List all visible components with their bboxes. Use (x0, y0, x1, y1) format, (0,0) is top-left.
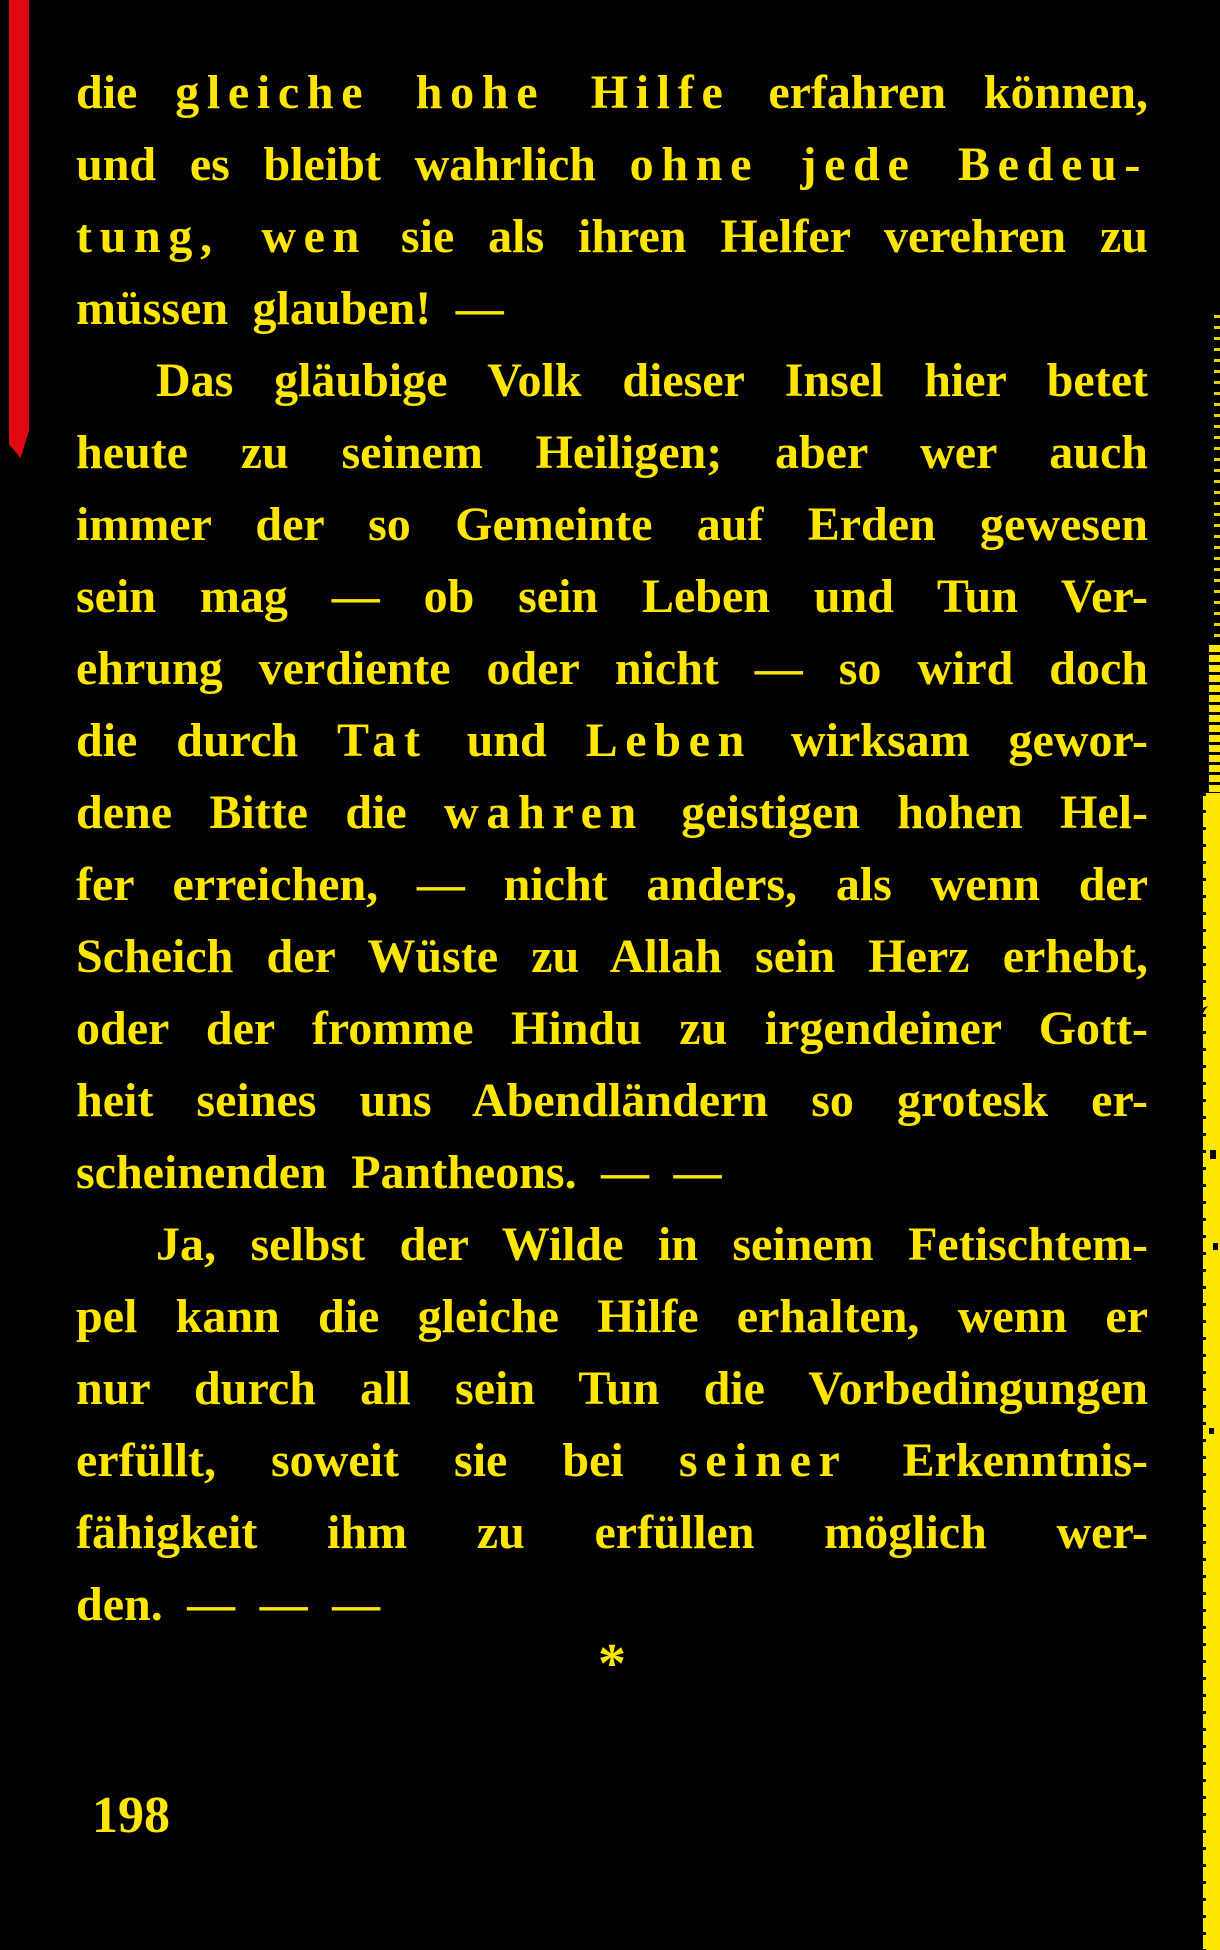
text-segment: die (76, 66, 176, 119)
text-segment: heute zu seinem Heiligen; aber wer auch (76, 426, 1148, 479)
scan-edge-artifact-sparse (1214, 315, 1220, 645)
text-segment: immer der so Gemeinte auf Erden gewesen (76, 498, 1148, 551)
text-segment: sie als ihren Helfer verehren zu (367, 210, 1148, 263)
text-line (76, 705, 1148, 777)
scan-speck (1210, 1150, 1216, 1159)
text-segment: müssen glauben! — (76, 282, 504, 335)
scan-speck (1213, 1243, 1218, 1250)
emphasized-text-segment: Tat (337, 714, 428, 767)
text-line (76, 633, 1148, 705)
text-segment: den. — — — (76, 1578, 381, 1631)
text-segment: scheinenden Pantheons. — — (76, 1146, 722, 1199)
text-segment: Das gläubige Volk dieser Insel hier betet (156, 354, 1148, 407)
emphasized-text-segment: gleiche hohe Hilfe (175, 66, 731, 119)
text-segment: und es bleibt wahrlich (76, 138, 630, 191)
text-segment: sein mag — ob sein Leben und Tun Ver- (76, 570, 1148, 623)
text-line (76, 201, 1148, 273)
text-line (76, 1281, 1148, 1353)
text-segment: Erkenntnis- (847, 1434, 1148, 1487)
emphasized-text-segment: ohne jede Bedeu- (629, 138, 1148, 191)
text-segment: Scheich der Wüste zu Allah sein Herz erhebt, (76, 930, 1148, 983)
text-segment: dene Bitte die (76, 786, 445, 839)
text-segment: fähigkeit ihm zu erfüllen möglich wer- (76, 1506, 1148, 1559)
text-line (76, 489, 1148, 561)
text-line (76, 1425, 1148, 1497)
text-segment: heit seines uns Abendländern so grotesk er- (76, 1074, 1148, 1127)
text-line (76, 561, 1148, 633)
text-segment: nur durch all sein Tun die Vorbedingungen (76, 1362, 1148, 1415)
text-line (76, 417, 1148, 489)
text-line (76, 1353, 1148, 1425)
text-line (76, 129, 1148, 201)
emphasized-text-segment: tung, wen (76, 210, 368, 263)
page-number: 198 (92, 1787, 170, 1844)
text-line (76, 777, 1148, 849)
section-divider (76, 1628, 1148, 1700)
emphasized-text-segment: seiner (678, 1434, 848, 1487)
text-line (76, 1065, 1148, 1137)
text-segment: oder der fromme Hindu zu irgendeiner Gott- (76, 1002, 1148, 1055)
red-margin-stripe (9, 0, 29, 458)
text-segment: ehrung verdiente oder nicht — so wird doch (76, 642, 1148, 695)
page-text-block (76, 57, 1148, 1641)
text-segment: pel kann die gleiche Hilfe erhalten, wenn er (76, 1290, 1148, 1343)
text-line (76, 273, 1148, 345)
emphasized-text-segment: Leben (585, 714, 753, 767)
scan-edge-notches (1203, 793, 1206, 1950)
scan-edge-artifact-solid (1203, 793, 1220, 1950)
scan-edge-artifact-medium (1209, 645, 1220, 793)
text-segment: die durch (76, 714, 338, 767)
text-line (76, 57, 1148, 129)
text-line (76, 849, 1148, 921)
text-segment: erfüllt, soweit sie bei (76, 1434, 679, 1487)
text-line (76, 1209, 1148, 1281)
text-line (76, 345, 1148, 417)
text-segment: fer erreichen, — nicht anders, als wenn der (76, 858, 1148, 911)
text-segment: und (427, 714, 586, 767)
scan-speck (1209, 1428, 1214, 1434)
text-line (76, 993, 1148, 1065)
text-segment: erfahren können, (730, 66, 1148, 119)
text-segment: geistigen hohen Hel- (643, 786, 1149, 839)
text-line (76, 1137, 1148, 1209)
text-line (76, 921, 1148, 993)
text-segment: wirksam gewor- (752, 714, 1149, 767)
section-divider-star: * (598, 1633, 626, 1695)
text-line (76, 1497, 1148, 1569)
emphasized-text-segment: wahren (444, 786, 644, 839)
text-segment: Ja, selbst der Wilde in seinem Fetischtem- (156, 1218, 1148, 1271)
